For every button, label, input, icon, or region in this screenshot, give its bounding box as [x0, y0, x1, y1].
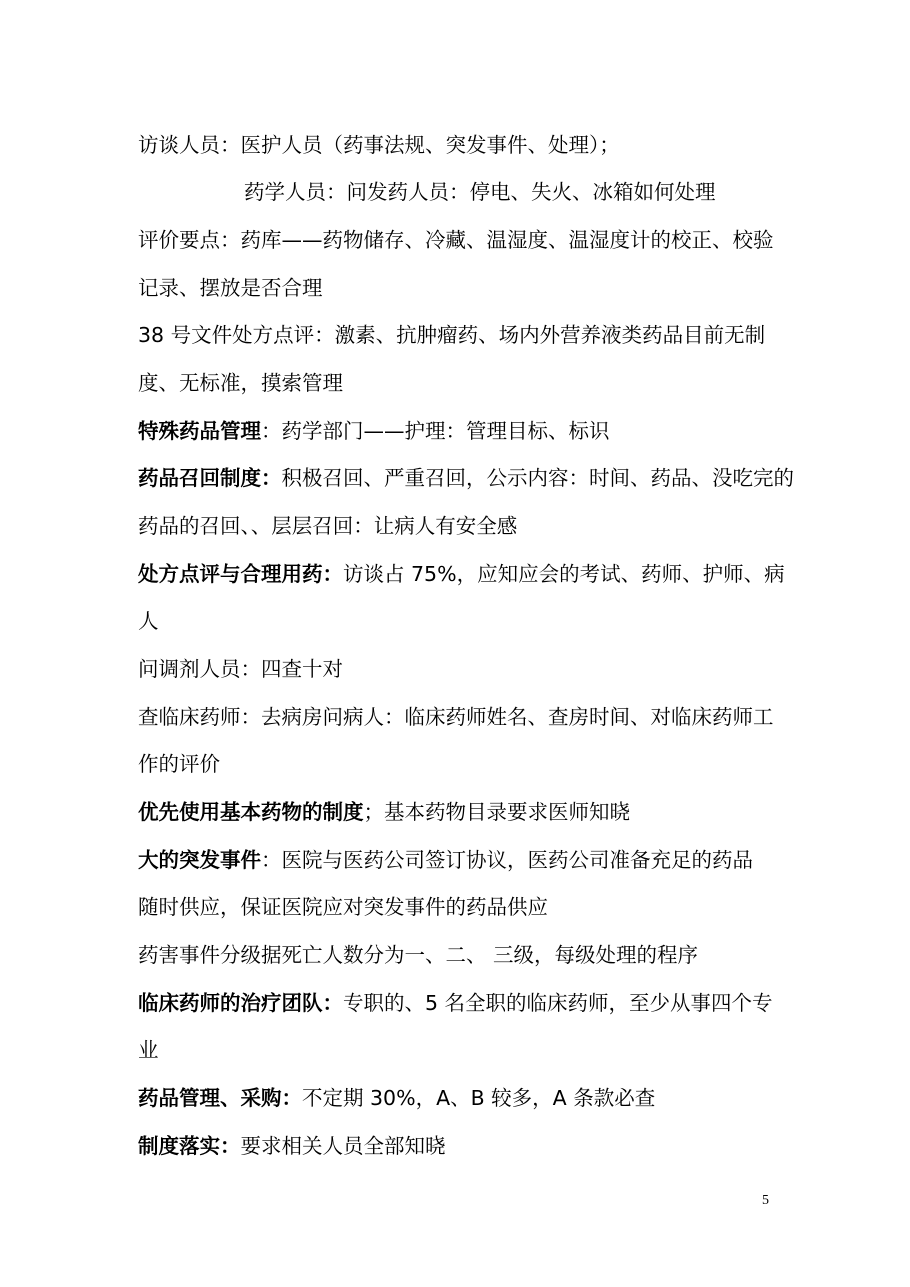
line-text: ：药学部门——护理：管理目标、标识	[261, 419, 610, 443]
text-line-dispensing-staff	[138, 657, 788, 681]
text-line-major-emergency-cont	[138, 895, 788, 919]
text-line-adverse-events	[138, 943, 788, 967]
text-line-prescription-review	[138, 562, 788, 586]
line-text: 专职的、5 名全职的临床药师，至少从事四个专	[343, 991, 773, 1015]
line-text: 要求相关人员全部知晓	[240, 1134, 446, 1158]
text-line-pharmacy-staff	[244, 180, 894, 204]
line-heading: 制度落实：	[138, 1134, 241, 1158]
line-heading: 药品管理、采购：	[138, 1086, 302, 1110]
line-text: 评价要点：药库——药物储存、冷藏、温湿度、温湿度计的校正、校验	[138, 228, 774, 252]
line-text: 积极召回、严重召回，公示内容：时间、药品、没吃完的	[281, 466, 794, 490]
line-text: 随时供应，保证医院应对突发事件的药品供应	[138, 895, 548, 919]
line-text: 人	[138, 609, 159, 633]
page-number: 5	[762, 1193, 769, 1208]
line-heading: 大的突发事件	[138, 848, 261, 872]
line-text: 访谈人员：医护人员（药事法规、突发事件、处理）；	[138, 133, 620, 157]
text-line-major-emergency	[138, 848, 788, 872]
text-line-document-38	[138, 323, 788, 347]
text-line-recall-system-cont	[138, 514, 788, 538]
line-heading: 特殊药品管理	[138, 419, 261, 443]
line-heading: 处方点评与合理用药：	[138, 562, 343, 586]
line-heading: 药品召回制度：	[138, 466, 282, 490]
line-text: 业	[138, 1038, 159, 1062]
text-line-system-implementation	[138, 1134, 788, 1158]
text-line-interviewees	[138, 133, 788, 157]
text-line-evaluation-points	[138, 228, 788, 252]
text-line-clinical-pharmacist-cont	[138, 752, 788, 776]
line-text: 药害事件分级据死亡人数分为一、二、 三级，每级处理的程序	[138, 943, 699, 967]
line-text: 访谈占 75%，应知应会的考试、药师、护师、病	[343, 562, 785, 586]
line-text: ：医院与医药公司签订协议，医药公司准备充足的药品	[261, 848, 753, 872]
text-line-essential-drugs	[138, 800, 788, 824]
text-line-treatment-team	[138, 991, 788, 1015]
text-line-recall-system	[138, 466, 794, 490]
text-line-drug-procurement	[138, 1086, 788, 1110]
line-text: 问调剂人员：四查十对	[138, 657, 343, 681]
line-text: 不定期 30%，A、B 较多，A 条款必查	[302, 1086, 656, 1110]
text-line-treatment-team-cont	[138, 1038, 788, 1062]
line-text: 度、无标准，摸索管理	[138, 371, 343, 395]
line-text: 药品的召回、、层层召回：让病人有安全感	[138, 514, 518, 538]
text-line-document-38-cont	[138, 371, 788, 395]
text-line-special-drugs	[138, 419, 788, 443]
line-text: ；基本药物目录要求医师知晓	[363, 800, 630, 824]
text-line-evaluation-points-cont	[138, 276, 788, 300]
line-heading: 优先使用基本药物的制度	[138, 800, 364, 824]
line-heading: 临床药师的治疗团队：	[138, 991, 343, 1015]
text-line-clinical-pharmacist	[138, 705, 788, 729]
line-text: 作的评价	[138, 752, 220, 776]
text-line-prescription-review-cont	[138, 609, 788, 633]
line-text: 记录、摆放是否合理	[138, 276, 323, 300]
line-text: 38 号文件处方点评：激素、抗肿瘤药、场内外营养液类药品目前无制	[138, 323, 766, 347]
line-text: 药学人员：问发药人员：停电、失火、冰箱如何处理	[244, 180, 716, 204]
line-text: 查临床药师：去病房问病人：临床药师姓名、查房时间、对临床药师工	[138, 705, 774, 729]
